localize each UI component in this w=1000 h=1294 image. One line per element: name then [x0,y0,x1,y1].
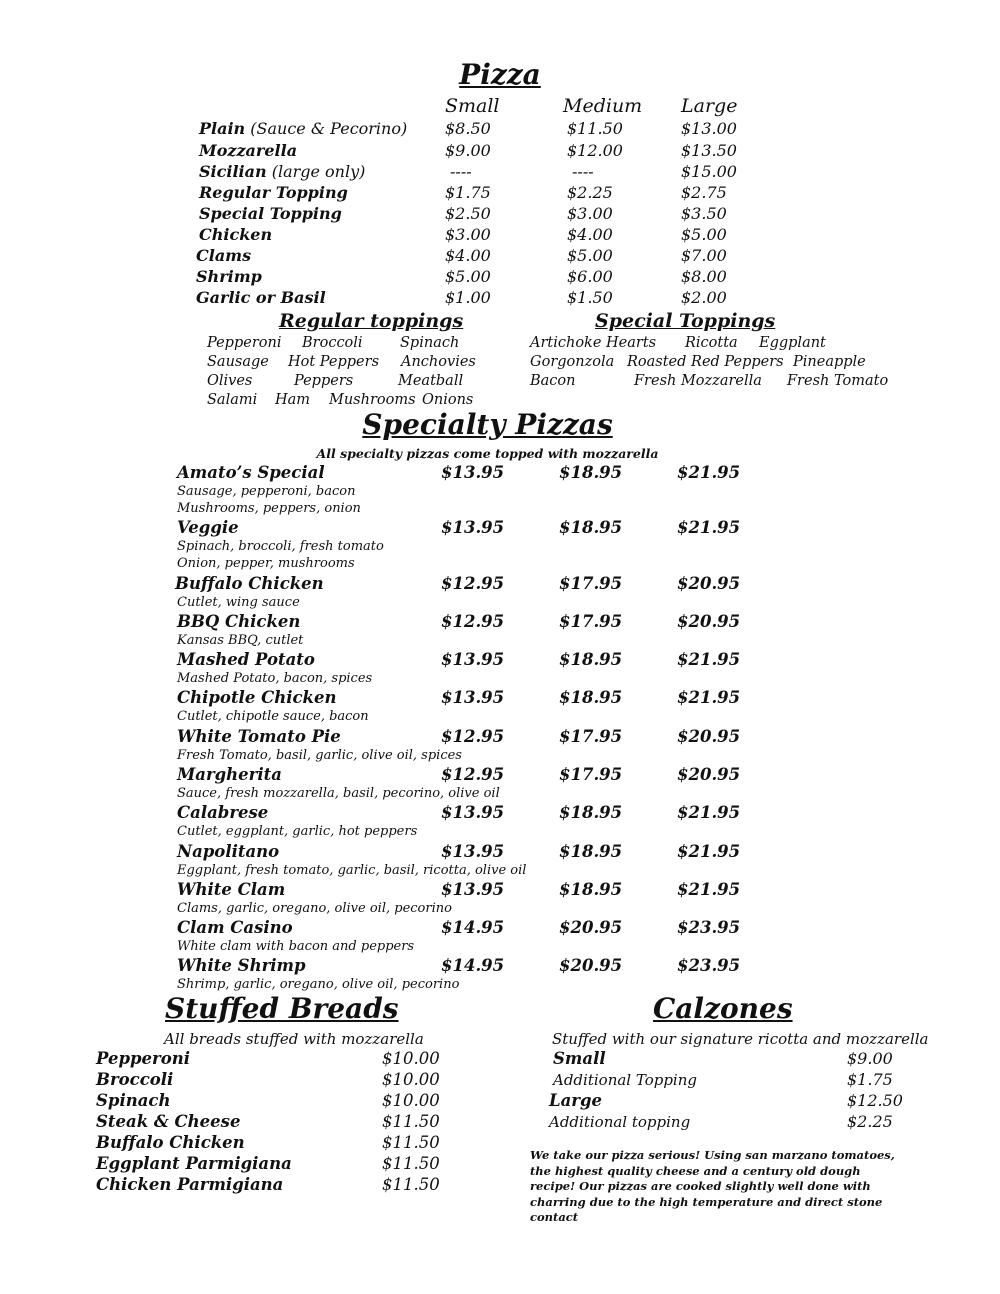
specialty-item-desc: Shrimp, garlic, oregano, olive oil, pecorino [177,977,460,992]
pizza-row [0,162,1000,183]
specialty-price-large: $21.95 [677,880,741,899]
bread-item-name: Spinach [96,1091,171,1110]
specialty-price-medium: $20.95 [559,918,623,937]
specialty-price-large: $20.95 [677,574,741,593]
specialty-item-name: Mashed Potato [177,650,315,669]
pizza-row [0,204,1000,225]
topping-item: Sausage [207,354,269,370]
specialty-item-name: Buffalo Chicken [175,574,324,593]
specialty-item-desc: Cutlet, eggplant, garlic, hot peppers [177,824,418,839]
specialty-price-medium: $20.95 [559,956,623,975]
specialty-price-medium: $18.95 [559,803,623,822]
specialty-item-name: Napolitano [177,842,280,861]
specialty-item-desc: Clams, garlic, oregano, olive oil, pecorino [177,901,452,916]
topping-item: Eggplant [759,335,826,351]
topping-item: Pineapple [793,354,866,370]
price-large: $5.00 [681,225,727,244]
specialty-item-desc: Spinach, broccoli, fresh tomato [177,539,384,554]
specialty-item-name: Amato’s Special [177,463,325,482]
topping-item: Bacon [530,373,576,389]
bread-item-price: $11.50 [382,1112,440,1131]
pizza-row-name: Special Topping [199,204,342,223]
specialty-item-name: Veggie [177,518,239,537]
specialty-price-medium: $17.95 [559,574,623,593]
bread-item-price: $10.00 [382,1091,440,1110]
calzone-item-price: $12.50 [847,1091,903,1110]
specialty-price-large: $21.95 [677,688,741,707]
price-large: $15.00 [681,162,737,181]
specialty-price-medium: $17.95 [559,765,623,784]
price-medium: $11.50 [567,119,623,138]
specialty-price-small: $13.95 [441,650,505,669]
bread-item-name: Chicken Parmigiana [96,1175,284,1194]
specialty-item-desc: Cutlet, chipotle sauce, bacon [177,709,369,724]
pizza-row [0,288,1000,309]
price-medium: ---- [572,162,594,181]
specialty-item-desc: White clam with bacon and peppers [177,939,415,954]
specialty-price-large: $23.95 [677,918,741,937]
specialty-item-desc: Sausage, pepperoni, bacon [177,484,356,499]
topping-item: Salami [207,392,258,408]
topping-item: Fresh Mozzarella [634,373,762,389]
specialty-item-desc: Fresh Tomato, basil, garlic, olive oil, spices [177,748,462,763]
specialty-price-large: $20.95 [677,727,741,746]
specialty-item-desc: Sauce, fresh mozzarella, basil, pecorino, olive oil [177,786,500,801]
price-small: $3.00 [445,225,491,244]
specialty-price-medium: $18.95 [559,880,623,899]
price-large: $8.00 [681,267,727,286]
bread-item-name: Broccoli [96,1070,174,1089]
specialty-price-large: $21.95 [677,463,741,482]
price-small: $5.00 [445,267,491,286]
calzone-item-name: Additional Topping [553,1071,697,1089]
price-medium: $12.00 [567,141,623,160]
calzone-item-name: Additional topping [549,1113,691,1131]
pizza-title: Pizza [459,58,541,91]
specialty-price-small: $12.95 [441,727,505,746]
topping-item: Hot Peppers [288,354,380,370]
bread-item-name: Eggplant Parmigiana [96,1154,292,1173]
price-medium: $5.00 [567,246,613,265]
specialty-price-small: $13.95 [441,463,505,482]
specialty-price-large: $21.95 [677,518,741,537]
specialty-item-name: Chipotle Chicken [177,688,337,707]
specialty-item-name: BBQ Chicken [177,612,301,631]
price-medium: $3.00 [567,204,613,223]
pizza-row-name: Plain [199,119,246,138]
pizza-row-name: Regular Topping [199,183,348,202]
price-large: $7.00 [681,246,727,265]
price-small: $2.50 [445,204,491,223]
calzone-item-name: Large [549,1091,603,1110]
specialty-price-medium: $17.95 [559,727,623,746]
price-small: $4.00 [445,246,491,265]
specialty-item-desc: Kansas BBQ, cutlet [177,633,304,648]
bread-item-price: $11.50 [382,1133,440,1152]
bread-item-name: Steak & Cheese [96,1112,241,1131]
topping-item: Ricotta [685,335,738,351]
specialty-price-medium: $18.95 [559,650,623,669]
specialty-price-large: $20.95 [677,765,741,784]
topping-item: Onions [422,392,474,408]
specialty-item-name: White Tomato Pie [177,727,341,746]
calzone-item-price: $1.75 [847,1070,893,1089]
specialty-price-large: $21.95 [677,650,741,669]
price-medium: $1.50 [567,288,613,307]
stuffed-breads-title: Stuffed Breads [165,992,399,1025]
bread-item-price: $10.00 [382,1049,440,1068]
specialty-price-large: $23.95 [677,956,741,975]
size-header-small: Small [445,95,500,117]
specialty-price-small: $12.95 [441,612,505,631]
price-large: $13.00 [681,119,737,138]
specialty-price-small: $13.95 [441,880,505,899]
price-medium: $4.00 [567,225,613,244]
topping-item: Peppers [294,373,354,389]
stuffed-breads-note: All breads stuffed with mozzarella [164,1030,424,1048]
price-medium: $2.25 [567,183,613,202]
bread-item-name: Buffalo Chicken [96,1133,245,1152]
specialty-price-small: $13.95 [441,803,505,822]
specialty-item-name: White Clam [177,880,286,899]
size-header-large: Large [681,95,738,117]
specialty-item-name: Margherita [177,765,282,784]
topping-item: Artichoke Hearts [530,335,657,351]
specialty-title: Specialty Pizzas [362,408,613,441]
price-large: $3.50 [681,204,727,223]
pizza-row [0,267,1000,288]
calzone-item-price: $9.00 [847,1049,893,1068]
price-large: $13.50 [681,141,737,160]
pizza-row [0,119,1000,140]
quality-blurb: We take our pizza serious! Using san marzano tomatoes, the highest quality cheese and a century old dough recipe! Our pizzas are cooked slightly well done with charring due to the high temperature and direct stone contact [530,1148,895,1224]
specialty-item-desc: Eggplant, fresh tomato, garlic, basil, ricotta, olive oil [177,863,527,878]
specialty-item-name: Calabrese [177,803,269,822]
specialty-item-name: White Shrimp [177,956,306,975]
specialty-item-desc: Mashed Potato, bacon, spices [177,671,373,686]
topping-item: Ham [275,392,311,408]
topping-item: Fresh Tomato [787,373,889,389]
price-medium: $6.00 [567,267,613,286]
specialty-price-small: $13.95 [441,688,505,707]
topping-item: Roasted Red Peppers [627,354,784,370]
pizza-row [0,141,1000,162]
pizza-row-name: Mozzarella [199,141,298,160]
specialty-item-desc: Mushrooms, peppers, onion [177,501,361,516]
bread-item-price: $11.50 [382,1154,440,1173]
calzone-item-price: $2.25 [847,1112,893,1131]
bread-item-price: $11.50 [382,1175,440,1194]
pizza-row-note: (large only) [271,162,366,181]
topping-item: Broccoli [302,335,363,351]
specialty-price-medium: $17.95 [559,612,623,631]
calzones-note: Stuffed with our signature ricotta and mozzarella [552,1030,929,1048]
bread-item-price: $10.00 [382,1070,440,1089]
specialty-price-small: $12.95 [441,765,505,784]
specialty-price-large: $21.95 [677,803,741,822]
specialty-item-desc: Onion, pepper, mushrooms [177,556,355,571]
price-small: $9.00 [445,141,491,160]
specialty-price-medium: $18.95 [559,842,623,861]
pizza-row [0,246,1000,267]
specialty-price-small: $14.95 [441,956,505,975]
specialty-price-large: $21.95 [677,842,741,861]
topping-item: Anchovies [401,354,476,370]
special-toppings-title: Special Toppings [595,310,776,332]
specialty-price-large: $20.95 [677,612,741,631]
calzone-item-name: Small [553,1049,606,1068]
specialty-price-small: $13.95 [441,518,505,537]
pizza-row-name: Shrimp [196,267,262,286]
price-large: $2.75 [681,183,727,202]
topping-item: Gorgonzola [530,354,615,370]
pizza-row-note: (Sauce & Pecorino) [250,119,408,138]
topping-item: Spinach [400,335,460,351]
specialty-price-small: $14.95 [441,918,505,937]
specialty-note: All specialty pizzas come topped with mozzarella [316,446,659,461]
specialty-price-small: $12.95 [441,574,505,593]
topping-item: Mushrooms [329,392,416,408]
price-small: $1.75 [445,183,491,202]
specialty-item-desc: Cutlet, wing sauce [177,595,300,610]
topping-item: Meatball [398,373,464,389]
regular-toppings-title: Regular toppings [279,310,464,332]
pizza-row-name: Chicken [199,225,273,244]
specialty-price-medium: $18.95 [559,463,623,482]
price-large: $2.00 [681,288,727,307]
pizza-row [0,183,1000,204]
bread-item-name: Pepperoni [96,1049,190,1068]
specialty-item-name: Clam Casino [177,918,293,937]
topping-item: Olives [207,373,253,389]
size-header-medium: Medium [563,95,643,117]
pizza-row-name: Sicilian [199,162,267,181]
pizza-row [0,225,1000,246]
topping-item: Pepperoni [207,335,282,351]
calzones-title: Calzones [653,992,793,1025]
pizza-row-name: Garlic or Basil [196,288,326,307]
pizza-row-name: Clams [196,246,252,265]
specialty-price-medium: $18.95 [559,688,623,707]
price-small: $8.50 [445,119,491,138]
specialty-price-small: $13.95 [441,842,505,861]
price-small: $1.00 [445,288,491,307]
price-small: ---- [450,162,472,181]
specialty-price-medium: $18.95 [559,518,623,537]
